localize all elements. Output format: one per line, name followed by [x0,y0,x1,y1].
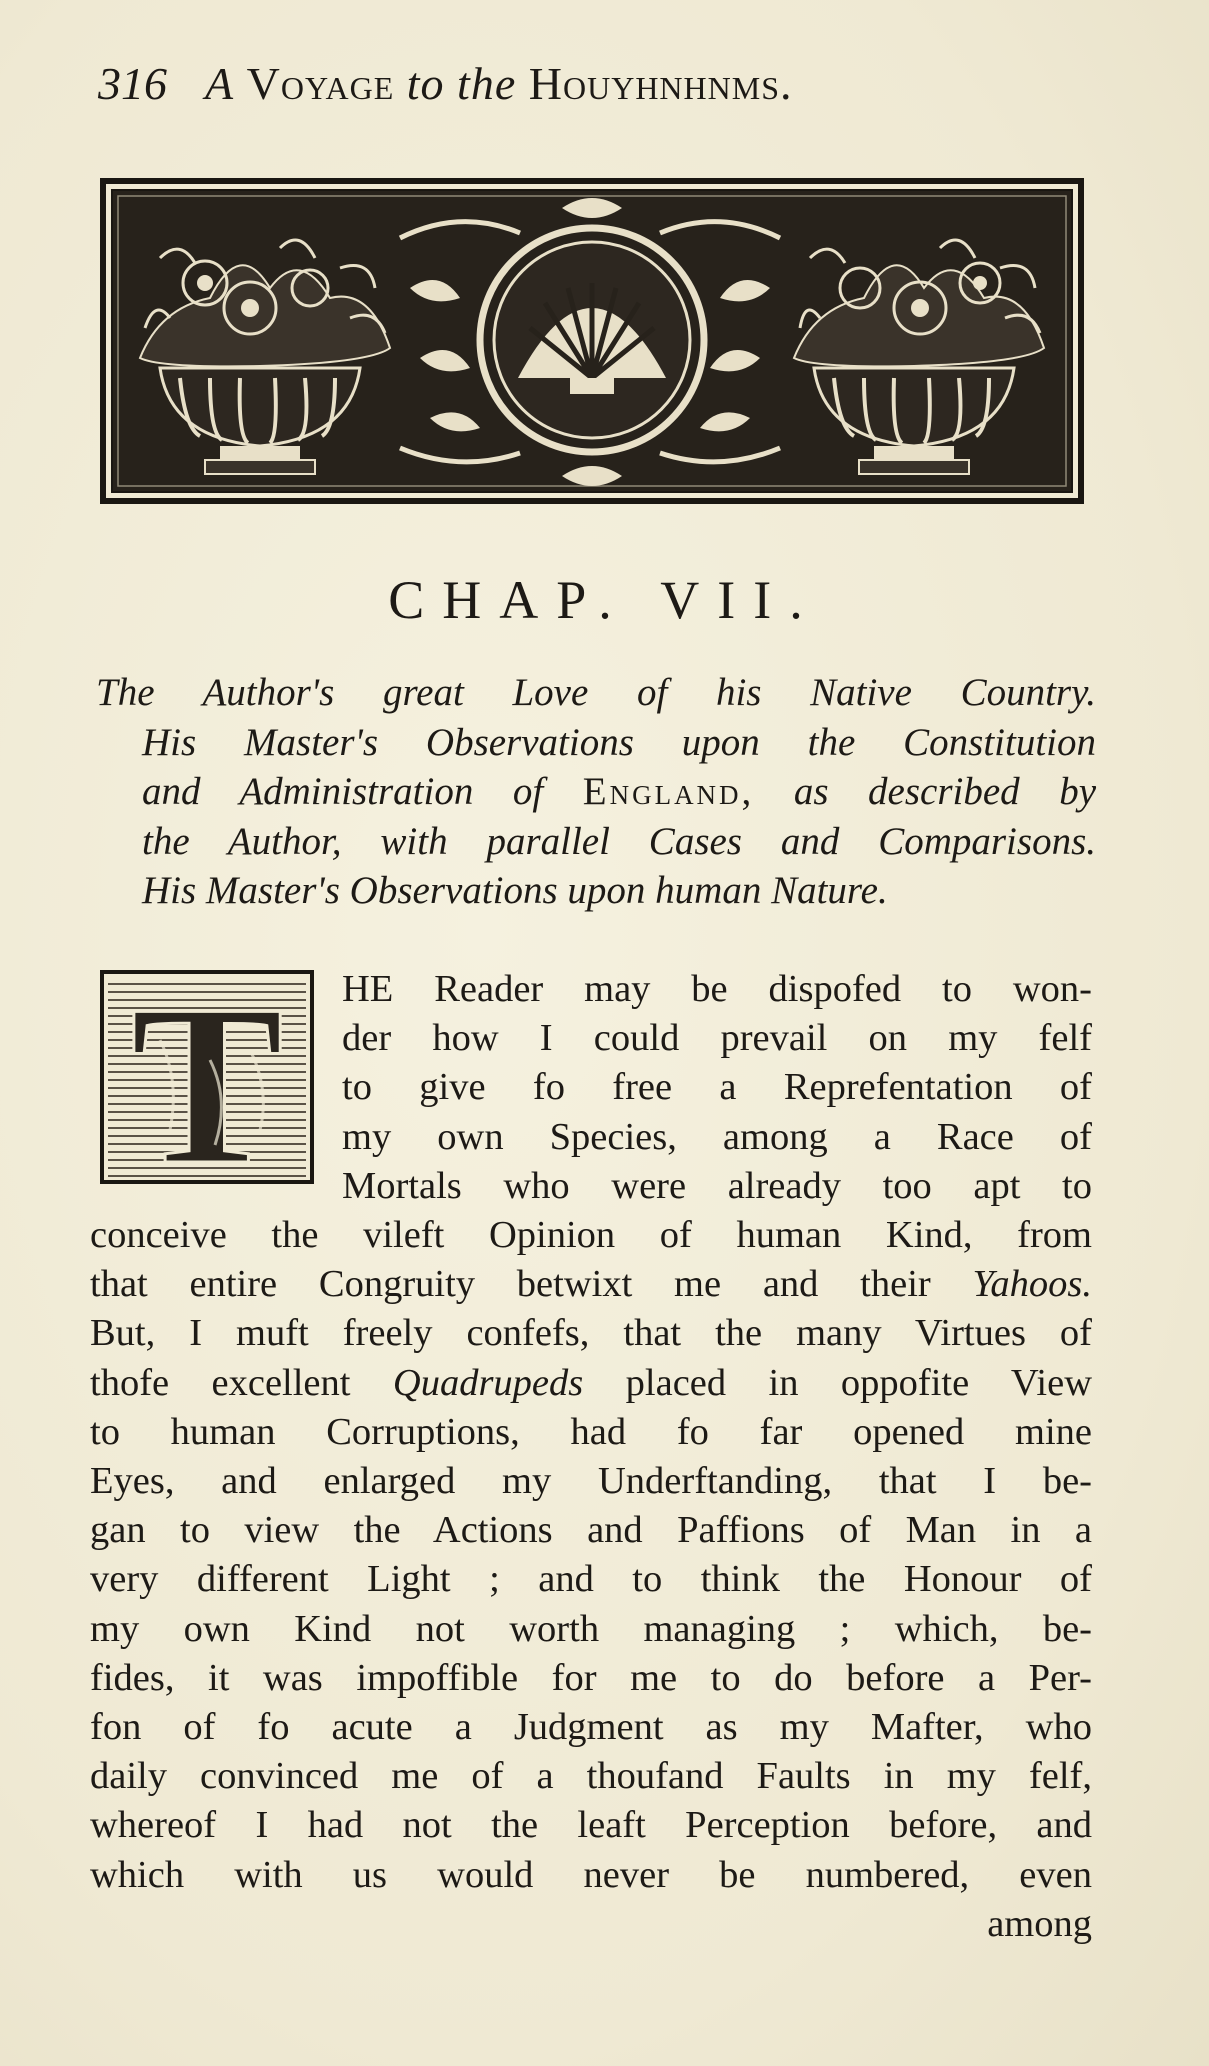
summary-line: His Master's Observations upon the Constitution [142,720,1096,764]
summary-line: the Author, with parallel Cases and Comparisons. [142,819,1096,863]
text-line [90,1359,1092,1408]
text-line: to human Corruptions, had fo far opened mine [90,1410,1092,1453]
text-line: which with us would never be numbered, even [90,1853,1092,1896]
summary-line [96,767,1096,817]
text-fragment: thofe excellent [90,1361,351,1404]
text-line: daily convinced me of a thoufand Faults in my felf, [90,1755,1092,1798]
quadrupeds-word: Quadrupeds [392,1361,584,1404]
page-number: 316 [98,58,167,109]
summary-line: His Master's Observations upon human Nature. [142,869,888,912]
yahoos-word: Yahoos. [972,1263,1093,1306]
title-prefix: A [205,58,235,109]
text-line: to give fo free a Reprefentation of [342,1066,1092,1109]
text-line: fides, it was impoffible for me to do before a Per- [90,1656,1092,1699]
text-line: fon of fo acute a Judgment as my Mafter, who [90,1706,1092,1749]
summary-line: The Author's great Love of his Native Country. [96,671,1096,714]
text-line: my own Species, among a Race of [342,1115,1092,1158]
headpiece-ornament [100,178,1084,504]
title-to: to the [406,58,517,109]
summary-fragment: as described by [793,770,1097,813]
chapter-summary [96,668,1096,916]
running-title [205,58,793,109]
text-line: whereof I had not the leaft Perception before, and [90,1804,1092,1847]
title-voyage: Voyage [246,58,395,109]
title-name: Houyhnhnms. [528,58,793,109]
summary-fragment: and Administration of [142,770,544,813]
text-line: der how I could prevail on my felf [342,1017,1092,1060]
england-word: England, [582,770,755,813]
text-line: very different Light ; and to think the Honour of [90,1558,1092,1601]
text-line: my own Kind not worth managing ; which, be- [90,1607,1092,1650]
catchword: among [987,1902,1092,1945]
text-line: Mortals who were already too apt to [342,1164,1092,1207]
text-fragment: placed in oppofite View [625,1361,1093,1404]
text-fragment: that entire Congruity betwixt me and their [90,1263,931,1306]
text-line: But, I muft freely confefs, that the many Virtues of [90,1312,1092,1355]
text-line: gan to view the Actions and Paffions of Man in a [90,1509,1092,1552]
body-text [90,965,1092,1949]
dropcap-letter: T [130,970,284,1184]
text-line: Eyes, and enlarged my Underftanding, that I be- [90,1460,1092,1503]
text-line: conceive the vileft Opinion of human Kind, from [90,1214,1092,1257]
text-line [90,1260,1092,1309]
text-line: HE Reader may be dispofed to won- [342,968,1092,1010]
chapter-heading: CHAP. VII. [388,570,821,630]
running-head [98,52,1098,116]
